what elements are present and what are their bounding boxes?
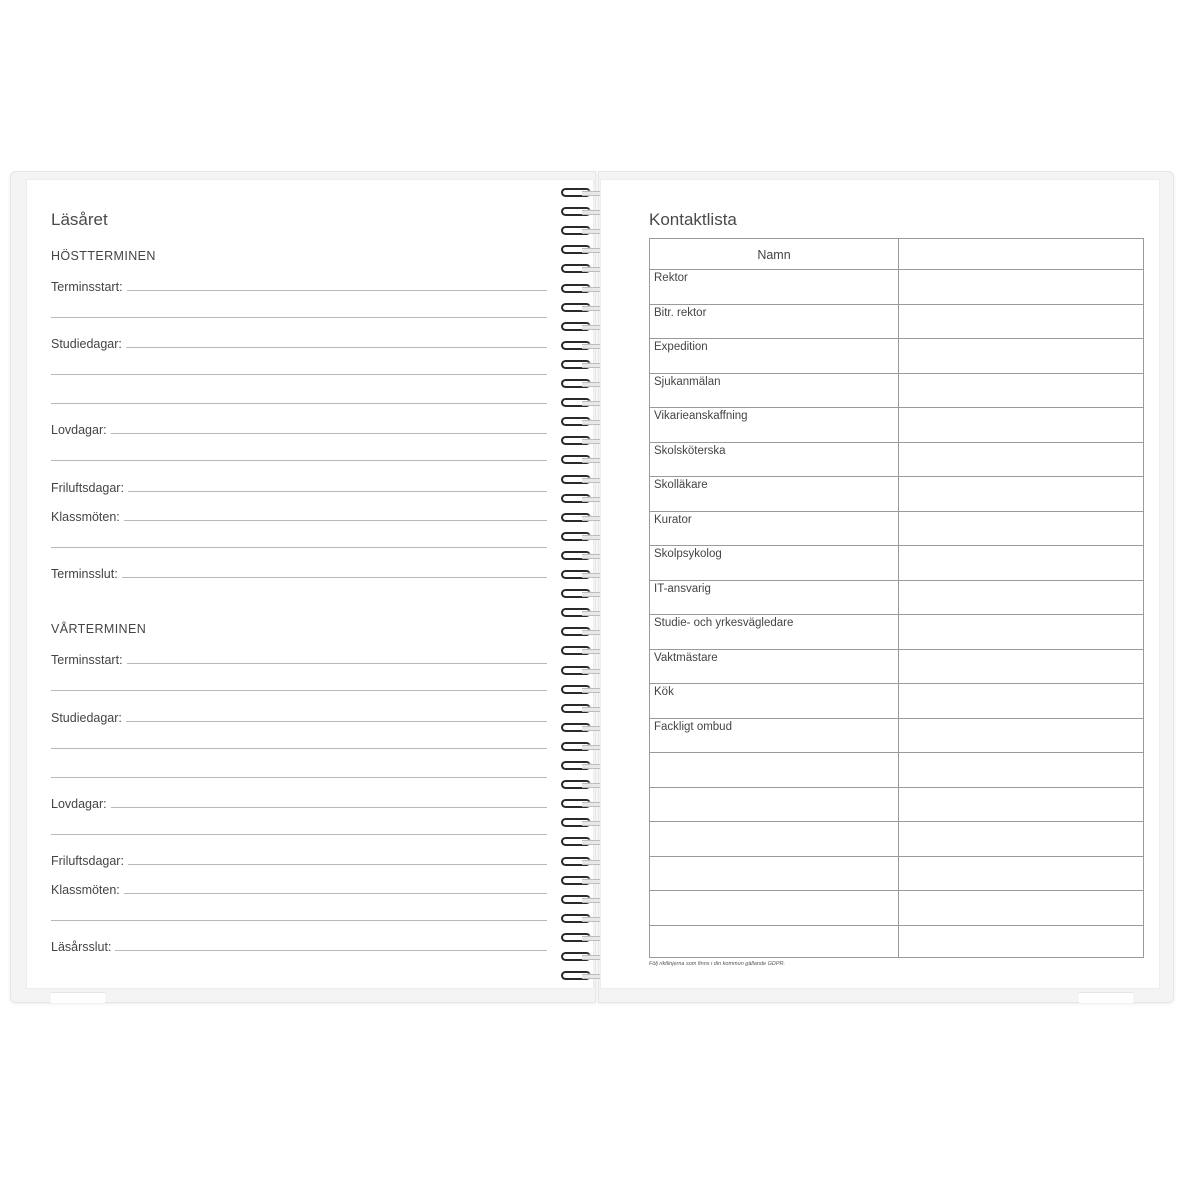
column-divider xyxy=(898,239,899,957)
write-line[interactable] xyxy=(126,721,547,722)
table-row[interactable] xyxy=(650,545,1143,546)
write-line[interactable] xyxy=(51,317,547,318)
field-terminsslut[interactable] xyxy=(51,563,547,581)
field-label: Klassmöten: xyxy=(51,883,120,897)
row-label: Expedition xyxy=(654,341,708,353)
field-label: Lovdagar: xyxy=(51,423,107,437)
field-label: Terminsstart: xyxy=(51,653,123,667)
write-line[interactable] xyxy=(124,893,547,894)
field-lovdagar[interactable] xyxy=(51,793,547,811)
field-label: Klassmöten: xyxy=(51,510,120,524)
page-title: Läsåret xyxy=(51,210,108,229)
field-studiedagar[interactable] xyxy=(51,707,547,725)
field-terminsstart[interactable] xyxy=(51,276,547,294)
write-line[interactable] xyxy=(51,690,547,691)
field-terminsstart[interactable] xyxy=(51,649,547,667)
write-line[interactable] xyxy=(126,347,547,348)
contact-table xyxy=(649,238,1144,958)
row-label: Bitr. rektor xyxy=(654,306,707,319)
row-label: Studie- och yrkesvägledare xyxy=(654,617,794,629)
table-row[interactable] xyxy=(650,338,1143,339)
field-label: Friluftsdagar: xyxy=(51,854,124,868)
write-line[interactable] xyxy=(127,290,547,291)
write-line[interactable] xyxy=(128,491,547,492)
cover-notch xyxy=(1079,992,1133,1003)
table-row[interactable] xyxy=(650,787,1143,788)
left-page xyxy=(26,179,594,989)
row-label: Skolsköterska xyxy=(654,444,726,457)
write-line[interactable] xyxy=(51,777,547,778)
row-label: IT-ansvarig xyxy=(654,582,711,595)
column-header-name: Namn xyxy=(757,248,791,262)
field-label: Friluftsdagar: xyxy=(51,481,124,495)
field-label: Studiedagar: xyxy=(51,337,122,351)
write-line[interactable] xyxy=(51,403,547,404)
write-line[interactable] xyxy=(111,433,547,434)
write-line[interactable] xyxy=(51,460,547,461)
field-label: Lovdagar: xyxy=(51,797,107,811)
write-line[interactable] xyxy=(115,950,547,951)
table-row[interactable] xyxy=(650,511,1143,512)
table-row[interactable] xyxy=(650,269,1143,270)
write-line[interactable] xyxy=(127,663,547,664)
field-klassmoten[interactable] xyxy=(51,506,547,524)
cover-notch xyxy=(51,992,105,1003)
table-row[interactable] xyxy=(650,649,1143,650)
table-row[interactable] xyxy=(650,442,1143,443)
table-row[interactable] xyxy=(650,752,1143,753)
field-klassmoten[interactable] xyxy=(51,879,547,897)
write-line[interactable] xyxy=(51,834,547,835)
field-label: Studiedagar: xyxy=(51,711,122,725)
row-label: Fackligt ombud xyxy=(654,720,732,733)
write-line[interactable] xyxy=(51,920,547,921)
table-row[interactable] xyxy=(650,718,1143,719)
write-line[interactable] xyxy=(51,374,547,375)
table-row[interactable] xyxy=(650,476,1143,477)
field-friluftsdagar[interactable] xyxy=(51,477,547,495)
row-label: Kurator xyxy=(654,513,692,526)
field-label: Terminsslut: xyxy=(51,567,118,581)
table-row[interactable] xyxy=(650,373,1143,374)
table-row[interactable] xyxy=(650,580,1143,581)
field-friluftsdagar[interactable] xyxy=(51,850,547,868)
table-row[interactable] xyxy=(650,821,1143,822)
row-label: Skolpsykolog xyxy=(654,548,722,560)
table-row[interactable] xyxy=(650,925,1143,926)
row-label: Vikarieanskaffning xyxy=(654,410,748,422)
field-label: Terminsstart: xyxy=(51,280,123,294)
field-lasarsslut[interactable] xyxy=(51,936,547,954)
write-line[interactable] xyxy=(128,864,547,865)
table-row[interactable] xyxy=(650,304,1143,305)
section-heading-autumn: HÖSTTERMINEN xyxy=(51,249,156,263)
write-line[interactable] xyxy=(111,807,547,808)
row-label: Rektor xyxy=(654,272,688,284)
page-title: Kontaktlista xyxy=(649,210,737,229)
write-line[interactable] xyxy=(51,547,547,548)
write-line[interactable] xyxy=(122,577,547,578)
table-row[interactable] xyxy=(650,856,1143,857)
table-row[interactable] xyxy=(650,614,1143,615)
footnote: Följ riktlinjerna som finns i din kommun gällande GDPR. xyxy=(649,961,786,967)
field-label: Läsårsslut: xyxy=(51,940,112,954)
field-studiedagar[interactable] xyxy=(51,333,547,351)
table-row[interactable] xyxy=(650,683,1143,684)
row-label: Kök xyxy=(654,686,674,698)
row-label: Skolläkare xyxy=(654,479,708,491)
field-lovdagar[interactable] xyxy=(51,419,547,437)
write-line[interactable] xyxy=(124,520,547,521)
table-row[interactable] xyxy=(650,407,1143,408)
write-line[interactable] xyxy=(51,748,547,749)
right-page xyxy=(600,179,1160,989)
section-heading-spring: VÅRTERMINEN xyxy=(51,622,147,636)
row-label: Vaktmästare xyxy=(654,651,718,664)
table-row[interactable] xyxy=(650,890,1143,891)
row-label: Sjukanmälan xyxy=(654,375,721,388)
